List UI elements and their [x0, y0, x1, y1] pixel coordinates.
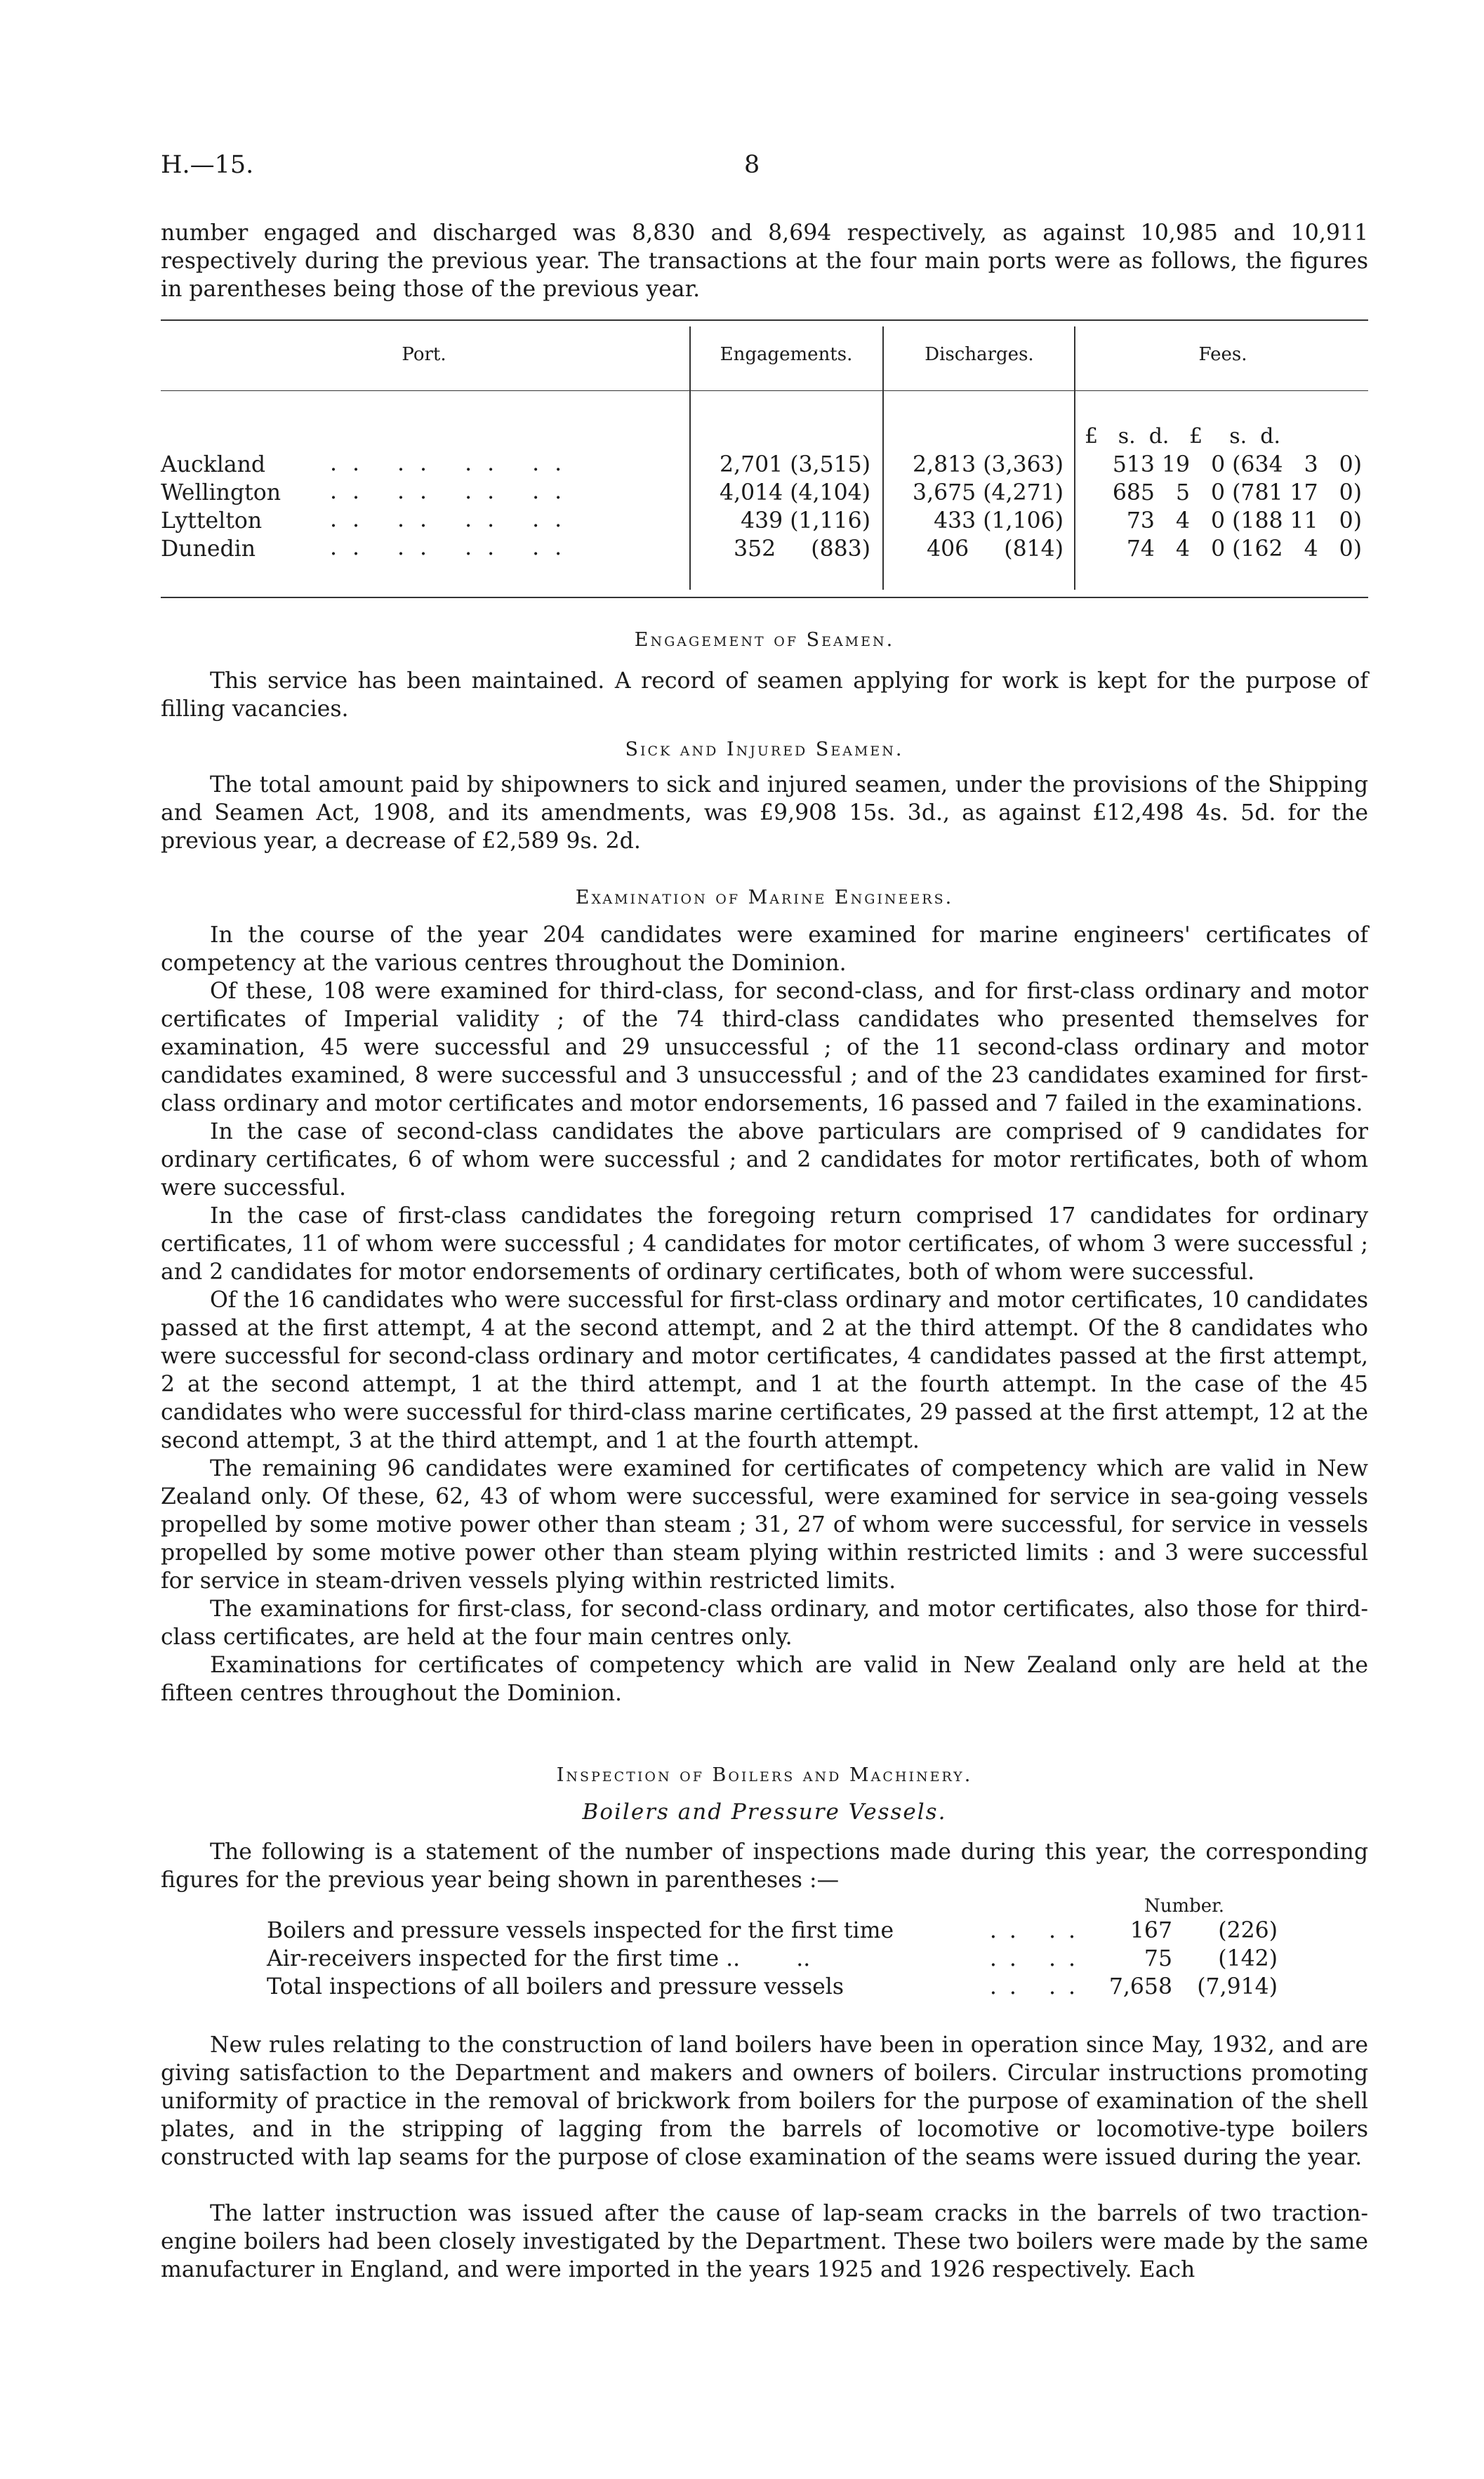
- exam-paragraph: In the case of second-class candidates the above particulars are comprised of 9 candidates for ordinary certificates, 6 of whom were successful ; and 2 candidates for motor rertificates, both of whom were successful.: [161, 1119, 1368, 1201]
- number-column-header: Number.: [1144, 1896, 1225, 1917]
- port-name: Auckland: [161, 452, 266, 477]
- col-header-fees: Fees.: [1198, 344, 1247, 365]
- col-header-discharges: Discharges.: [925, 344, 1034, 365]
- engagements-value: 4,014 (4,104): [720, 480, 870, 505]
- col-header-port: Port.: [402, 344, 446, 365]
- engagements-value: 352 (883): [734, 536, 870, 562]
- engagement-paragraph: This service has been maintained. A record of seamen applying for work is kept for the purpose of filling vacancies.: [161, 668, 1368, 722]
- exam-paragraph: Of the 16 candidates who were successful for first-class ordinary and motor certificates, 10 candidates passed at the first attempt, 4 at the second attempt, and 2 at the third attempt. Of the 8 candidates who were successful for second-class ordinary and motor certificates, 4 candidates passed at the first attempt, 2 at the second attempt, 1 at the third attempt, and 1 at the fourth attempt. In the case of the 45 candidates who were successful for third-class marine certificates, 29 passed at the first attempt, 12 at the second attempt, 3 at the third attempt, and 1 at the fourth attempt.: [161, 1288, 1368, 1453]
- port-name: Lyttelton: [161, 508, 263, 534]
- inspection-label: Air-receivers inspected for the first time .. ..: [267, 1946, 811, 1971]
- intro-paragraph: number engaged and discharged was 8,830 and 8,694 respectively, as against 10,985 and 10,911 respectively during the previous year. The transactions at the four main ports were as follows, the figures in parentheses being those of the previous year.: [161, 220, 1368, 302]
- discharges-value: 3,675 (4,271): [913, 480, 1064, 505]
- discharges-value: 433 (1,106): [934, 508, 1064, 534]
- leader-dots: .. ..: [989, 1918, 1088, 1943]
- port-name: Wellington: [161, 480, 281, 505]
- fees-value: 685 5 0 (781 17 0): [1112, 480, 1362, 505]
- discharges-value: 406 (814): [927, 536, 1064, 562]
- inspection-row: [267, 1917, 1292, 1945]
- subheading-boilers: Boilers and Pressure Vessels.: [582, 1799, 947, 1825]
- section-heading-inspection: Inspection of Boilers and Machinery.: [556, 1764, 973, 1786]
- table-col-divider: [882, 326, 884, 590]
- leader-dots: .. .. .. ..: [330, 507, 578, 532]
- section-heading-examination: Examination of Marine Engineers.: [575, 887, 954, 908]
- inspection-value: 75: [1144, 1946, 1172, 1971]
- exam-paragraph: The examinations for first-class, for second-class ordinary, and motor certificates, also those for third-class certificates, are held at the four main centres only.: [161, 1597, 1368, 1650]
- inspection-previous: (142): [1218, 1946, 1278, 1971]
- inspection-paragraph: The latter instruction was issued after the cause of lap-seam cracks in the barrels of two traction-engine boilers had been closely investigated by the Department. These two boilers were made by the same manufacturer in England, and were imported in the years 1925 and 1926 respectively. Each: [161, 2201, 1368, 2282]
- engagements-value: 2,701 (3,515): [720, 452, 870, 477]
- leader-dots: .. .. .. ..: [330, 535, 578, 560]
- table-col-divider: [689, 326, 691, 590]
- exam-paragraph: Examinations for certificates of competency which are valid in New Zealand only are held at the fifteen centres throughout the Dominion.: [161, 1653, 1368, 1706]
- engagements-value: 439 (1,116): [741, 508, 870, 534]
- inspection-intro: The following is a statement of the number of inspections made during this year, the corresponding figures for the previous year being shown in parentheses :—: [161, 1839, 1368, 1893]
- document-reference: H.—15.: [161, 151, 254, 179]
- inspection-row: [267, 1973, 1292, 2001]
- inspection-row: [267, 1945, 1292, 1973]
- section-heading-engagement: Engagement of Seamen.: [634, 629, 895, 651]
- section-heading-sick-injured: Sick and Injured Seamen.: [625, 739, 904, 760]
- port-name: Dunedin: [161, 536, 256, 562]
- leader-dots: .. ..: [989, 1946, 1088, 1971]
- leader-dots: .. .. .. ..: [330, 451, 578, 476]
- leader-dots: .. .. .. ..: [330, 479, 578, 504]
- page-number: 8: [744, 151, 760, 179]
- fees-value: 513 19 0 (634 3 0): [1112, 452, 1362, 477]
- col-header-engagements: Engagements.: [720, 344, 853, 365]
- exam-paragraph: Of these, 108 were examined for third-class, for second-class, and for first-class ordinary and motor certificates of Imperial validity ; of the 74 third-class candidates who presented themselves for examination, 45 were successful and 29 unsuccessful ; of the 11 second-class ordinary and motor candidates examined, 8 were successful and 3 unsuccessful ; and of the 23 candidates examined for first-class ordinary and motor certificates and motor endorsements, 16 passed and 7 failed in the examinations.: [161, 979, 1368, 1116]
- inspection-value: 167: [1129, 1918, 1172, 1943]
- table-header-rule: [161, 390, 1368, 391]
- inspection-label: Total inspections of all boilers and pressure vessels: [267, 1974, 844, 1999]
- table-bottom-rule: [161, 597, 1368, 598]
- discharges-value: 2,813 (3,363): [913, 452, 1064, 477]
- exam-paragraph: In the case of first-class candidates the foregoing return comprised 17 candidates for ordinary certificates, 11 of whom were successful ; 4 candidates for motor certificates, of whom 3 were successful ; and 2 candidates for motor endorsements of ordinary certificates, both of whom were successful.: [161, 1203, 1368, 1285]
- fee-units: £ s. d. £ s. d.: [1085, 424, 1281, 449]
- sick-injured-paragraph: The total amount paid by shipowners to sick and injured seamen, under the provisions of the Shipping and Seamen Act, 1908, and its amendments, was £9,908 15s. 3d., as against £12,498 4s. 5d. for the previous year, a decrease of £2,589 9s. 2d.: [161, 772, 1368, 854]
- inspection-label: Boilers and pressure vessels inspected for the first time: [267, 1918, 894, 1943]
- fees-value: 74 4 0 (162 4 0): [1126, 536, 1362, 562]
- inspection-previous: (7,914): [1197, 1974, 1278, 1999]
- inspection-paragraph: New rules relating to the construction of land boilers have been in operation since May, 1932, and are giving satisfaction to the Department and makers and owners of boilers. Circular instructions promoting uniformity of practice in the removal of brickwork from boilers for the purpose of examination of the shell plates, and in the stripping of lagging from the barrels of locomotive or locomotive-type boilers constructed with lap seams for the purpose of close examination of the seams were issued during the year.: [161, 2032, 1368, 2170]
- exam-paragraph: The remaining 96 candidates were examined for certificates of competency which are valid in New Zealand only. Of these, 62, 43 of whom were successful, were examined for service in sea-going vessels propelled by some motive power other than steam ; 31, 27 of whom were successful, for service in vessels propelled by some motive power other than steam plying within restricted limits : and 3 were successful for service in steam-driven vessels plying within restricted limits.: [161, 1456, 1368, 1594]
- table-col-divider: [1074, 326, 1075, 590]
- table-top-rule: [161, 319, 1368, 321]
- fees-value: 73 4 0 (188 11 0): [1126, 508, 1362, 534]
- inspection-previous: (226): [1218, 1918, 1278, 1943]
- leader-dots: .. ..: [989, 1974, 1088, 1999]
- exam-paragraph: In the course of the year 204 candidates were examined for marine engineers' certificates of competency at the various centres throughout the Dominion.: [161, 923, 1368, 976]
- inspection-value: 7,658: [1108, 1974, 1172, 1999]
